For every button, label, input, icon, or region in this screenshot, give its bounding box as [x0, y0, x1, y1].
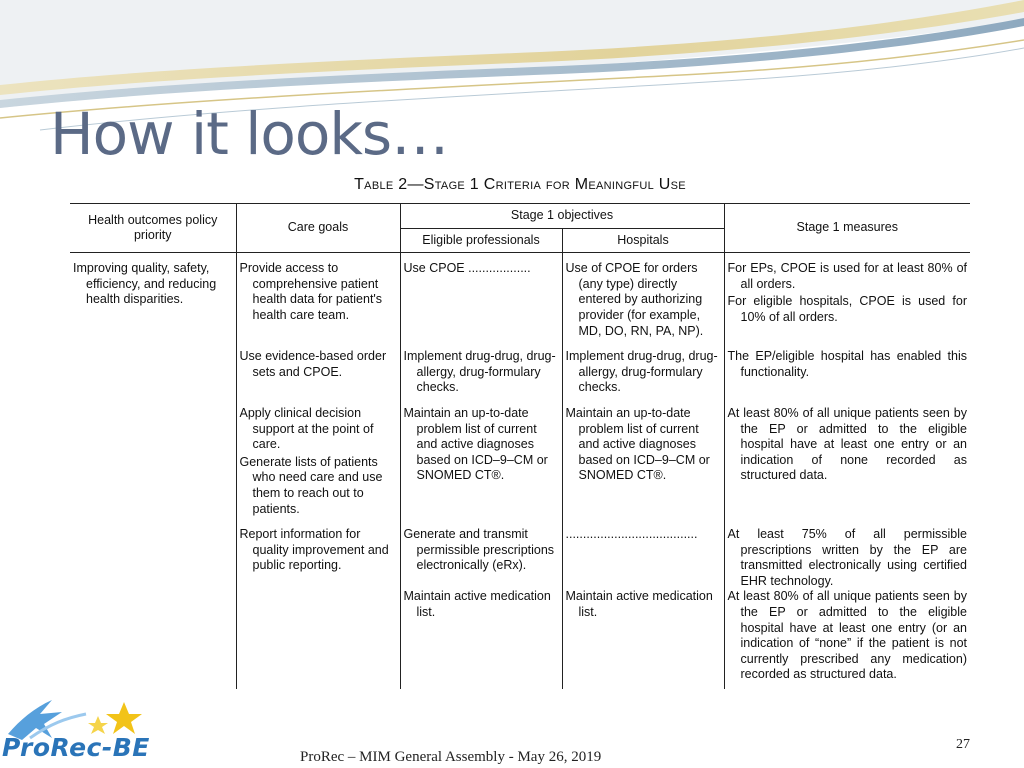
care-goal-cell: Provide access to comprehensive patient health data for patient's health care team. [236, 253, 400, 339]
header-stage1-measures: Stage 1 measures [724, 204, 970, 253]
policy-priority-cell: Improving quality, safety, efficiency, and reducing health disparities. [73, 261, 217, 307]
measure-cell: At least 75% of all permissible prescriptions written by the EP are transmitted electronically using certified EHR technology. [724, 517, 970, 589]
measure-cell: At least 80% of all unique patients seen by the EP or admitted to the eligible hospital have at least one entry or an indication of none recorded as structured data. [724, 396, 970, 517]
eligible-objective-cell: Maintain active medication list. [400, 589, 562, 689]
header-stage1-objectives: Stage 1 objectives [400, 204, 724, 229]
care-goal-cell: Use evidence-based order sets and CPOE. [236, 339, 400, 396]
table-caption: Table 2—Stage 1 Criteria for Meaningful Use [354, 176, 686, 193]
prorec-logo-text: ProRec-BE [2, 733, 150, 762]
hospital-objective-cell: Maintain an up-to-date problem list of current and active diagnoses based on ICD–9–CM or SNOMED CT®. [562, 396, 724, 517]
header-care-goals: Care goals [236, 204, 400, 253]
page-number: 27 [956, 737, 970, 752]
header-eligible-professionals: Eligible professionals [400, 228, 562, 253]
care-goal-cell: Apply clinical decision support at the point of care. Generate lists of patients who need care and use them to reach out to patients. [236, 396, 400, 517]
meaningful-use-criteria-table [70, 203, 970, 689]
slide-footer: ProRec – MIM General Assembly - May 26, 2019 [300, 749, 602, 765]
hospital-objective-cell: Use of CPOE for orders (any type) directly entered by authorizing provider (for example, MD, DO, RN, PA, NP). [562, 253, 724, 339]
measure-cell: The EP/eligible hospital has enabled this functionality. [724, 339, 970, 396]
header-policy-priority: Health outcomes policy priority [70, 204, 236, 253]
eligible-objective-cell: Use CPOE .................. [400, 253, 562, 339]
eligible-objective-cell: Implement drug-drug, drug-allergy, drug-formulary checks. [400, 339, 562, 396]
hospital-objective-cell: Maintain active medication list. [562, 589, 724, 689]
care-goal-cell: Report information for quality improvement and public reporting. [236, 517, 400, 589]
header-hospitals: Hospitals [562, 228, 724, 253]
table-row [70, 253, 970, 339]
hospital-objective-cell: ...................................... [562, 517, 724, 589]
criteria-table-container [70, 203, 970, 697]
slide-title: How it looks… [50, 100, 449, 168]
measure-cell: For EPs, CPOE is used for at least 80% of all orders. For eligible hospitals, CPOE is used for 10% of all orders. [724, 253, 970, 339]
hospital-objective-cell: Implement drug-drug, drug-allergy, drug-formulary checks. [562, 339, 724, 396]
care-goal-cell [236, 589, 400, 689]
eligible-objective-cell: Generate and transmit permissible prescriptions electronically (eRx). [400, 517, 562, 589]
measure-cell: At least 80% of all unique patients seen by the EP or admitted to the eligible hospital have at least one entry (or an indication of “none” if the patient is not currently prescribed any medication) recorded as structured data. [724, 589, 970, 689]
eligible-objective-cell: Maintain an up-to-date problem list of current and active diagnoses based on ICD–9–CM or SNOMED CT®. [400, 396, 562, 517]
